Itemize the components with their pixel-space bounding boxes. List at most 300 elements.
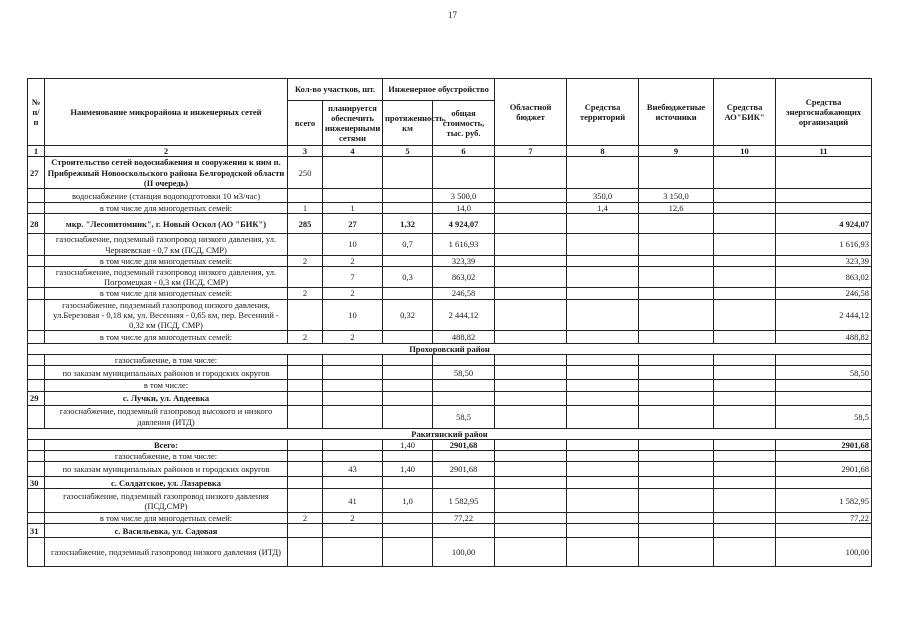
cell-planned [323, 477, 383, 489]
cell-total [288, 451, 323, 462]
cell-bik [714, 255, 776, 266]
cell-num [28, 355, 45, 366]
cell-name: с. Солдатское, ул. Лазаревка [45, 477, 288, 489]
cell-num [28, 288, 45, 299]
cell-bik [714, 331, 776, 344]
table-row [28, 288, 872, 299]
table-row [28, 391, 872, 405]
cell-num: 29 [28, 391, 45, 405]
cell-energy [776, 203, 872, 214]
cell-length [383, 255, 433, 266]
table-row [28, 266, 872, 287]
cell-num: 30 [28, 477, 45, 489]
cell-regional [495, 299, 567, 331]
cell-terr [567, 439, 639, 450]
cell-num [28, 234, 45, 255]
cell-total [288, 391, 323, 405]
cell-total [288, 366, 323, 380]
table-row [28, 255, 872, 266]
cell-bik [714, 405, 776, 428]
cell-planned [323, 391, 383, 405]
cell-off [639, 462, 714, 477]
cell-regional [495, 462, 567, 477]
cell-off [639, 513, 714, 524]
table-body [28, 157, 872, 567]
cell-num [28, 380, 45, 391]
cell-planned: 43 [323, 462, 383, 477]
cell-cost: 2901,68 [433, 439, 495, 450]
cell-bik [714, 489, 776, 513]
table-row [28, 524, 872, 538]
cell-name: по заказам муниципальных районов и городских округов [45, 366, 288, 380]
cell-off: 3 150,0 [639, 189, 714, 203]
cell-regional [495, 288, 567, 299]
cell-terr [567, 405, 639, 428]
cell-bik [714, 266, 776, 287]
cell-num: 28 [28, 214, 45, 234]
cell-name: газоснабжение, подземный газопровод низкого давления, ул. Черняевская - 0,7 км (ПСД, СМР) [45, 234, 288, 255]
cell-off [639, 477, 714, 489]
cell-off [639, 157, 714, 189]
cell-bik [714, 380, 776, 391]
table-row [28, 355, 872, 366]
cell-energy [776, 380, 872, 391]
cell-bik [714, 538, 776, 567]
header-offbudget: Внебюджетные источники [639, 79, 714, 146]
header-num: № п/п [28, 79, 45, 146]
cell-length [383, 355, 433, 366]
cell-terr [567, 234, 639, 255]
cell-name: в том числе для многодетных семей: [45, 288, 288, 299]
cell-cost: 2 444,12 [433, 299, 495, 331]
district-name: Прохоровский район [28, 344, 872, 355]
cell-length: 1,40 [383, 439, 433, 450]
cell-num [28, 538, 45, 567]
cell-regional [495, 189, 567, 203]
cell-num [28, 331, 45, 344]
cell-energy [776, 477, 872, 489]
cell-bik [714, 157, 776, 189]
district-name: Ракитянский район [28, 428, 872, 439]
cell-off [639, 451, 714, 462]
cell-length [383, 477, 433, 489]
cell-name: газоснабжение, в том числе: [45, 451, 288, 462]
cell-name: Всего: [45, 439, 288, 450]
cell-total: 2 [288, 331, 323, 344]
cell-regional [495, 366, 567, 380]
cell-length [383, 288, 433, 299]
cell-length: 1,0 [383, 489, 433, 513]
cell-regional [495, 391, 567, 405]
cell-total [288, 234, 323, 255]
cell-length: 1,40 [383, 462, 433, 477]
cell-energy [776, 451, 872, 462]
cell-terr [567, 477, 639, 489]
cell-energy: 1 616,93 [776, 234, 872, 255]
cell-length [383, 524, 433, 538]
cell-name: в том числе: [45, 380, 288, 391]
col-number: 1 [28, 146, 45, 157]
cell-planned: 2 [323, 513, 383, 524]
cell-regional [495, 203, 567, 214]
cell-planned: 2 [323, 331, 383, 344]
cell-energy: 58,5 [776, 405, 872, 428]
cell-bik [714, 462, 776, 477]
cell-planned: 7 [323, 266, 383, 287]
cell-regional [495, 477, 567, 489]
cell-length: 0,7 [383, 234, 433, 255]
cell-cost: 1 616,93 [433, 234, 495, 255]
cell-cost: 323,39 [433, 255, 495, 266]
cell-energy [776, 524, 872, 538]
cell-cost: 863,02 [433, 266, 495, 287]
cell-energy: 323,39 [776, 255, 872, 266]
cell-regional [495, 538, 567, 567]
cell-terr [567, 266, 639, 287]
cell-total [288, 299, 323, 331]
table-row [28, 189, 872, 203]
cell-bik [714, 366, 776, 380]
table-row [28, 489, 872, 513]
cell-regional [495, 255, 567, 266]
cell-name: газоснабжение, подземный газопровод низкого давления (ИТД) [45, 538, 288, 567]
cell-num [28, 255, 45, 266]
col-number: 10 [714, 146, 776, 157]
cell-bik [714, 513, 776, 524]
col-number: 7 [495, 146, 567, 157]
cell-bik [714, 355, 776, 366]
cell-regional [495, 157, 567, 189]
cell-terr [567, 451, 639, 462]
cell-bik [714, 214, 776, 234]
cell-num: 27 [28, 157, 45, 189]
cell-energy [776, 391, 872, 405]
cell-length: 1,32 [383, 214, 433, 234]
table-row [28, 513, 872, 524]
table-row [28, 331, 872, 344]
cell-terr [567, 331, 639, 344]
header-plots-planned: планируется обеспечить инженерными сетями [323, 101, 383, 146]
district-row [28, 428, 872, 439]
table-row [28, 451, 872, 462]
cell-energy: 863,02 [776, 266, 872, 287]
cell-off [639, 538, 714, 567]
cell-bik [714, 391, 776, 405]
cell-name: в том числе для многодетных семей: [45, 513, 288, 524]
header-plots-total: всего [288, 101, 323, 146]
cell-planned [323, 366, 383, 380]
table-row [28, 234, 872, 255]
cell-terr [567, 513, 639, 524]
cell-off [639, 405, 714, 428]
table-row [28, 203, 872, 214]
cell-num [28, 266, 45, 287]
cell-terr [567, 288, 639, 299]
cell-name: газоснабжение, подземный газопровод высокого и низкого давления (ИТД) [45, 405, 288, 428]
cell-cost: 100,00 [433, 538, 495, 567]
cell-planned: 1 [323, 203, 383, 214]
column-number-row [28, 146, 872, 157]
cell-energy: 58,50 [776, 366, 872, 380]
cell-regional [495, 489, 567, 513]
table-row [28, 405, 872, 428]
cell-off [639, 524, 714, 538]
cell-cost: 58,50 [433, 366, 495, 380]
cell-regional [495, 331, 567, 344]
cell-name: с. Васильевка, ул. Садовая [45, 524, 288, 538]
cell-total [288, 477, 323, 489]
col-number: 11 [776, 146, 872, 157]
cell-energy: 1 582,95 [776, 489, 872, 513]
cell-num [28, 513, 45, 524]
cell-bik [714, 299, 776, 331]
cell-num [28, 489, 45, 513]
cell-bik [714, 439, 776, 450]
cell-cost: 3 500,0 [433, 189, 495, 203]
cell-num [28, 366, 45, 380]
cell-name: в том числе для многодетных семей: [45, 203, 288, 214]
cell-name: по заказам муниципальных районов и городских округов [45, 462, 288, 477]
cell-cost: 1 582,95 [433, 489, 495, 513]
cell-regional [495, 524, 567, 538]
cell-length [383, 538, 433, 567]
cell-terr [567, 380, 639, 391]
header-infra-group: Инженерное обустройство [383, 79, 495, 101]
cell-energy [776, 355, 872, 366]
cell-cost [433, 380, 495, 391]
cell-name: мкр. "Лесопитомник", г. Новый Оскол (АО "БИК") [45, 214, 288, 234]
cell-total: 2 [288, 255, 323, 266]
table-row [28, 214, 872, 234]
cell-planned [323, 157, 383, 189]
cell-total [288, 489, 323, 513]
cell-bik [714, 524, 776, 538]
table-row [28, 538, 872, 567]
cell-regional [495, 355, 567, 366]
cell-length [383, 203, 433, 214]
cell-bik [714, 189, 776, 203]
cell-off [639, 299, 714, 331]
table-row [28, 157, 872, 189]
cell-off [639, 255, 714, 266]
cell-total [288, 538, 323, 567]
cell-energy: 2901,68 [776, 439, 872, 450]
header-territories: Средства территорий [567, 79, 639, 146]
cell-energy: 77,22 [776, 513, 872, 524]
cell-cost: 246,58 [433, 288, 495, 299]
cell-name: газоснабжение, в том числе: [45, 355, 288, 366]
col-number: 6 [433, 146, 495, 157]
cell-planned [323, 189, 383, 203]
cell-energy: 488,82 [776, 331, 872, 344]
header-length: протяженность, км [383, 101, 433, 146]
cell-off [639, 288, 714, 299]
cell-total [288, 266, 323, 287]
col-number: 9 [639, 146, 714, 157]
cell-terr [567, 462, 639, 477]
cell-total: 285 [288, 214, 323, 234]
cell-total: 1 [288, 203, 323, 214]
cell-regional [495, 405, 567, 428]
header-bik: Средства АО"БИК" [714, 79, 776, 146]
cell-cost: 14,0 [433, 203, 495, 214]
cell-cost [433, 451, 495, 462]
col-number: 4 [323, 146, 383, 157]
cell-length [383, 331, 433, 344]
cell-cost: 77,22 [433, 513, 495, 524]
cell-planned [323, 405, 383, 428]
cell-bik [714, 477, 776, 489]
cell-off: 12,6 [639, 203, 714, 214]
cell-terr: 350,0 [567, 189, 639, 203]
cell-planned [323, 439, 383, 450]
header-regional: Областной бюджет [495, 79, 567, 146]
cell-planned: 2 [323, 288, 383, 299]
cell-regional [495, 234, 567, 255]
cell-terr [567, 366, 639, 380]
cell-num [28, 462, 45, 477]
cell-off [639, 380, 714, 391]
cell-terr [567, 157, 639, 189]
cell-length [383, 380, 433, 391]
cell-off [639, 355, 714, 366]
cell-terr [567, 538, 639, 567]
cell-energy [776, 157, 872, 189]
cell-off [639, 214, 714, 234]
header-name: Наименование микрорайона и инженерных сетей [45, 79, 288, 146]
cell-cost [433, 157, 495, 189]
cell-name: в том числе для многодетных семей: [45, 331, 288, 344]
table-row [28, 299, 872, 331]
cell-terr [567, 391, 639, 405]
cell-num [28, 451, 45, 462]
col-number: 2 [45, 146, 288, 157]
cell-name: с. Лучки, ул. Авдеевка [45, 391, 288, 405]
cell-terr [567, 299, 639, 331]
cell-terr: 1,4 [567, 203, 639, 214]
cell-terr [567, 489, 639, 513]
cell-off [639, 439, 714, 450]
cell-length: 0,3 [383, 266, 433, 287]
cell-num [28, 203, 45, 214]
cell-length: 0,32 [383, 299, 433, 331]
district-row [28, 344, 872, 355]
cell-total: 250 [288, 157, 323, 189]
cell-length [383, 366, 433, 380]
cell-off [639, 266, 714, 287]
cell-total [288, 524, 323, 538]
cell-name: газоснабжение, подземный газопровод низкого давления, ул.Березовая - 0,18 км, ул. Весенняя - 0,65 км, пер. Весенний - 0,32 км (ПСД, СМР) [45, 299, 288, 331]
cell-planned [323, 538, 383, 567]
cell-total: 2 [288, 513, 323, 524]
cell-regional [495, 513, 567, 524]
cell-planned: 41 [323, 489, 383, 513]
cell-total [288, 355, 323, 366]
header-plots-group: Кол-во участков, шт. [288, 79, 383, 101]
cell-regional [495, 266, 567, 287]
cell-cost [433, 477, 495, 489]
cell-energy [776, 189, 872, 203]
cell-cost: 58,5 [433, 405, 495, 428]
cell-length [383, 189, 433, 203]
cell-cost [433, 524, 495, 538]
cell-total [288, 189, 323, 203]
cell-energy: 4 924,07 [776, 214, 872, 234]
cell-off [639, 234, 714, 255]
cell-total [288, 405, 323, 428]
cell-bik [714, 234, 776, 255]
page-number: 17 [448, 10, 457, 20]
col-number: 3 [288, 146, 323, 157]
cell-regional [495, 380, 567, 391]
cell-planned: 10 [323, 234, 383, 255]
header-cost: общая стоимость, тыс. руб. [433, 101, 495, 146]
cell-cost: 4 924,07 [433, 214, 495, 234]
cell-bik [714, 288, 776, 299]
cell-off [639, 366, 714, 380]
col-number: 8 [567, 146, 639, 157]
cell-name: газоснабжение, подземный газопровод низкого давления (ПСД,СМР) [45, 489, 288, 513]
cell-total: 2 [288, 288, 323, 299]
cell-name: в том числе для многодетных семей: [45, 255, 288, 266]
cell-length [383, 391, 433, 405]
cell-planned [323, 524, 383, 538]
cell-length [383, 451, 433, 462]
funding-table [27, 78, 872, 567]
cell-regional [495, 451, 567, 462]
cell-off [639, 331, 714, 344]
cell-total [288, 462, 323, 477]
table-row [28, 380, 872, 391]
cell-regional [495, 439, 567, 450]
cell-total [288, 439, 323, 450]
cell-terr [567, 355, 639, 366]
cell-terr [567, 524, 639, 538]
table-row [28, 462, 872, 477]
cell-name: газоснабжение, подземный газопровод низкого давления, ул. Погромецкая - 0,3 км (ПСД, СМР) [45, 266, 288, 287]
cell-planned: 10 [323, 299, 383, 331]
cell-bik [714, 451, 776, 462]
cell-length [383, 513, 433, 524]
cell-planned [323, 355, 383, 366]
cell-terr [567, 214, 639, 234]
header-energy: Средства энергоснабжающих организаций [776, 79, 872, 146]
cell-planned [323, 451, 383, 462]
cell-name: Строительство сетей водоснабжения и сооружения к ним п. Прибрежный Новооскольского района Белгородской области (II очередь) [45, 157, 288, 189]
col-number: 5 [383, 146, 433, 157]
cell-cost: 488,82 [433, 331, 495, 344]
table-row [28, 477, 872, 489]
cell-length [383, 405, 433, 428]
cell-num [28, 299, 45, 331]
cell-length [383, 157, 433, 189]
cell-cost [433, 391, 495, 405]
cell-num: 31 [28, 524, 45, 538]
table-row [28, 439, 872, 450]
table-row [28, 366, 872, 380]
cell-num [28, 189, 45, 203]
cell-planned: 27 [323, 214, 383, 234]
cell-num [28, 439, 45, 450]
cell-cost: 2901,68 [433, 462, 495, 477]
cell-off [639, 391, 714, 405]
cell-off [639, 489, 714, 513]
cell-energy: 2901,68 [776, 462, 872, 477]
cell-energy: 2 444,12 [776, 299, 872, 331]
cell-total [288, 380, 323, 391]
cell-energy: 246,58 [776, 288, 872, 299]
cell-planned: 2 [323, 255, 383, 266]
